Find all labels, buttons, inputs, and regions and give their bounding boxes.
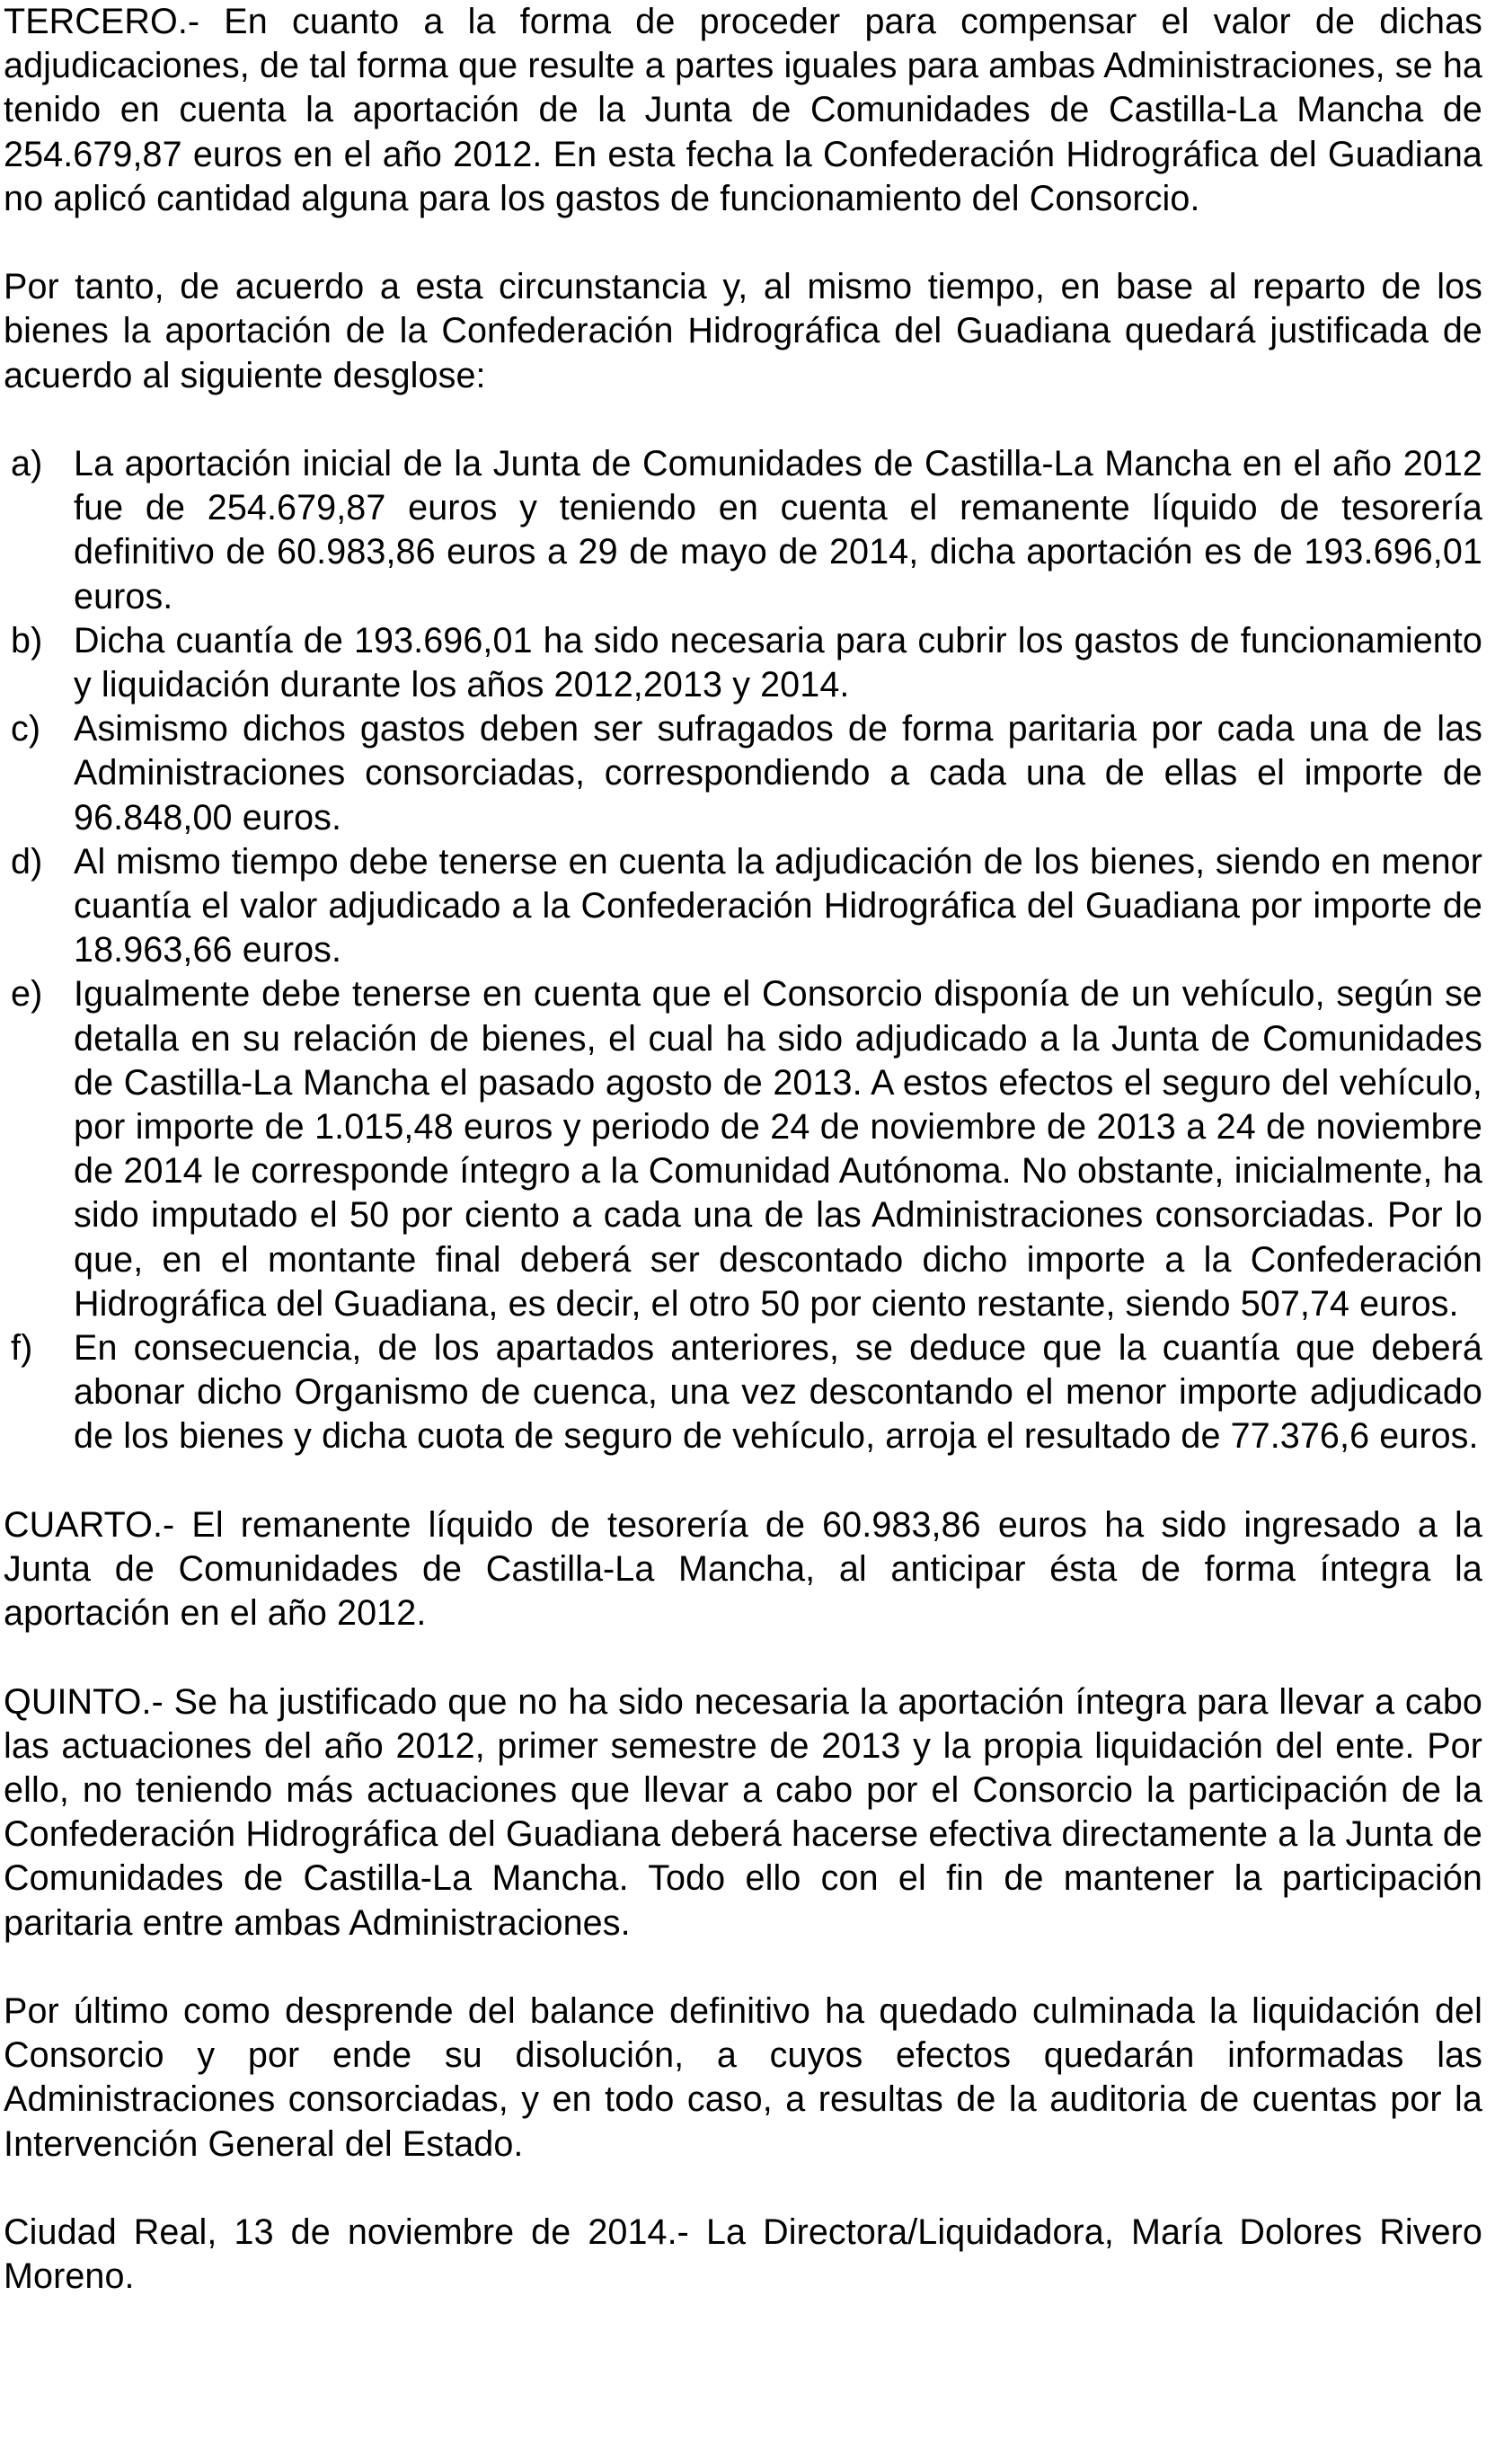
paragraph-por-tanto: Por tanto, de acuerdo a esta circunstancia y, al mismo tiempo, en base al reparto de los bienes la aportación de la Confederación Hidrográfica del Guadiana quedará justificada de acuerdo al siguiente desglose: bbox=[4, 267, 1482, 395]
list-item bbox=[4, 972, 1482, 1326]
list-marker: a) bbox=[11, 444, 43, 483]
list-item bbox=[4, 442, 1482, 619]
list-item-text: Al mismo tiempo debe tenerse en cuenta la adjudicación de los bienes, siendo en menor cuantía el valor adjudicado a la Confederación Hidrográfica del Guadiana por importe de 18.963,66 euros. bbox=[74, 841, 1482, 971]
list-item-text: En consecuencia, de los apartados anteriores, se deduce que la cuantía que deberá abonar dicho Organismo de cuenca, una vez descontando el menor importe adjudicado de los bienes y dicha cuota de seguro de vehículo, arroja el resultado de 77.376,6 euros. bbox=[74, 1328, 1482, 1457]
paragraph-quinto: QUINTO.- Se ha justificado que no ha sido necesaria la aportación íntegra para llevar a cabo las actuaciones del año 2012, primer semestre de 2013 y la propia liquidación del ente. Por ello, no teniendo más actuaciones que llevar a cabo por el Consorcio la participación de la Confederación Hidrográfica del Guadiana deberá hacerse efectiva directamente a la Junta de Comunidades de Castilla-La Mancha. Todo ello con el fin de mantener la participación paritaria entre ambas Administraciones. bbox=[4, 1681, 1482, 1943]
list-item bbox=[4, 1326, 1482, 1459]
paragraph-cuarto: CUARTO.- El remanente líquido de tesorería de 60.983,86 euros ha sido ingresado a la Junta de Comunidades de Castilla-La Mancha, al anticipar ésta de forma íntegra la aportación en el año 2012. bbox=[4, 1504, 1482, 1634]
paragraph-por-ultimo: Por último como desprende del balance definitivo ha quedado culminada la liquidación del Consorcio y por ende su disolución, a cuyos efectos quedarán informadas las Administraciones consorciadas, y en todo caso, a resultas de la auditoria de cuentas por la Intervención General del Estado. bbox=[4, 1991, 1482, 2164]
document-page bbox=[4, 0, 1482, 2299]
list-marker: b) bbox=[11, 620, 43, 660]
list-item-text: Igualmente debe tenerse en cuenta que el Consorcio disponía de un vehículo, según se detalla en su relación de bienes, el cual ha sido adjudicado a la Junta de Comunidades de Castilla-La Mancha el pasado agosto de 2013. A estos efectos el seguro del vehículo, por importe de 1.015,48 euros y periodo de 24 de noviembre de 2013 a 24 de noviembre de 2014 le corresponde íntegro a la Comunidad Autónoma. No obstante, inicialmente, ha sido imputado el 50 por ciento a cada una de las Administraciones consorciadas. Por lo que, en el montante final deberá ser descontado dicho importe a la Confederación Hidrográfica del Guadiana, es decir, el otro 50 por ciento restante, siendo 507,74 euros. bbox=[74, 974, 1482, 1324]
list-item bbox=[4, 840, 1482, 973]
list-item bbox=[4, 619, 1482, 707]
list-item-text: Asimismo dichos gastos deben ser sufragados de forma paritaria por cada una de las Administraciones consorciadas, correspondiendo a cada una de ellas el importe de 96.848,00 euros. bbox=[74, 709, 1482, 838]
list-marker: d) bbox=[11, 841, 43, 882]
breakdown-list bbox=[4, 442, 1482, 1459]
list-item-text: La aportación inicial de la Junta de Comunidades de Castilla-La Mancha en el año 2012 fue de 254.679,87 euros y teniendo en cuenta el remanente líquido de tesorería definitivo de 60.983,86 euros a 29 de mayo de 2014, dicha aportación es de 193.696,01 euros. bbox=[74, 444, 1482, 616]
signature-line: Ciudad Real, 13 de noviembre de 2014.- La Directora/Liquidadora, María Dolores Rivero Moreno. bbox=[4, 2212, 1482, 2297]
list-marker: e) bbox=[11, 974, 43, 1015]
list-item bbox=[4, 707, 1482, 840]
paragraph-tercero: TERCERO.- En cuanto a la forma de proceder para compensar el valor de dichas adjudicaciones, de tal forma que resulte a partes iguales para ambas Administraciones, se ha tenido en cuenta la aportación de la Junta de Comunidades de Castilla-La Mancha de 254.679,87 euros en el año 2012. En esta fecha la Confederación Hidrográfica del Guadiana no aplicó cantidad alguna para los gastos de funcionamiento del Consorcio. bbox=[4, 2, 1482, 218]
list-marker: f) bbox=[11, 1328, 33, 1369]
list-marker: c) bbox=[11, 709, 41, 749]
list-item-text: Dicha cuantía de 193.696,01 ha sido necesaria para cubrir los gastos de funcionamiento y liquidación durante los años 2012,2013 y 2014. bbox=[74, 620, 1482, 705]
